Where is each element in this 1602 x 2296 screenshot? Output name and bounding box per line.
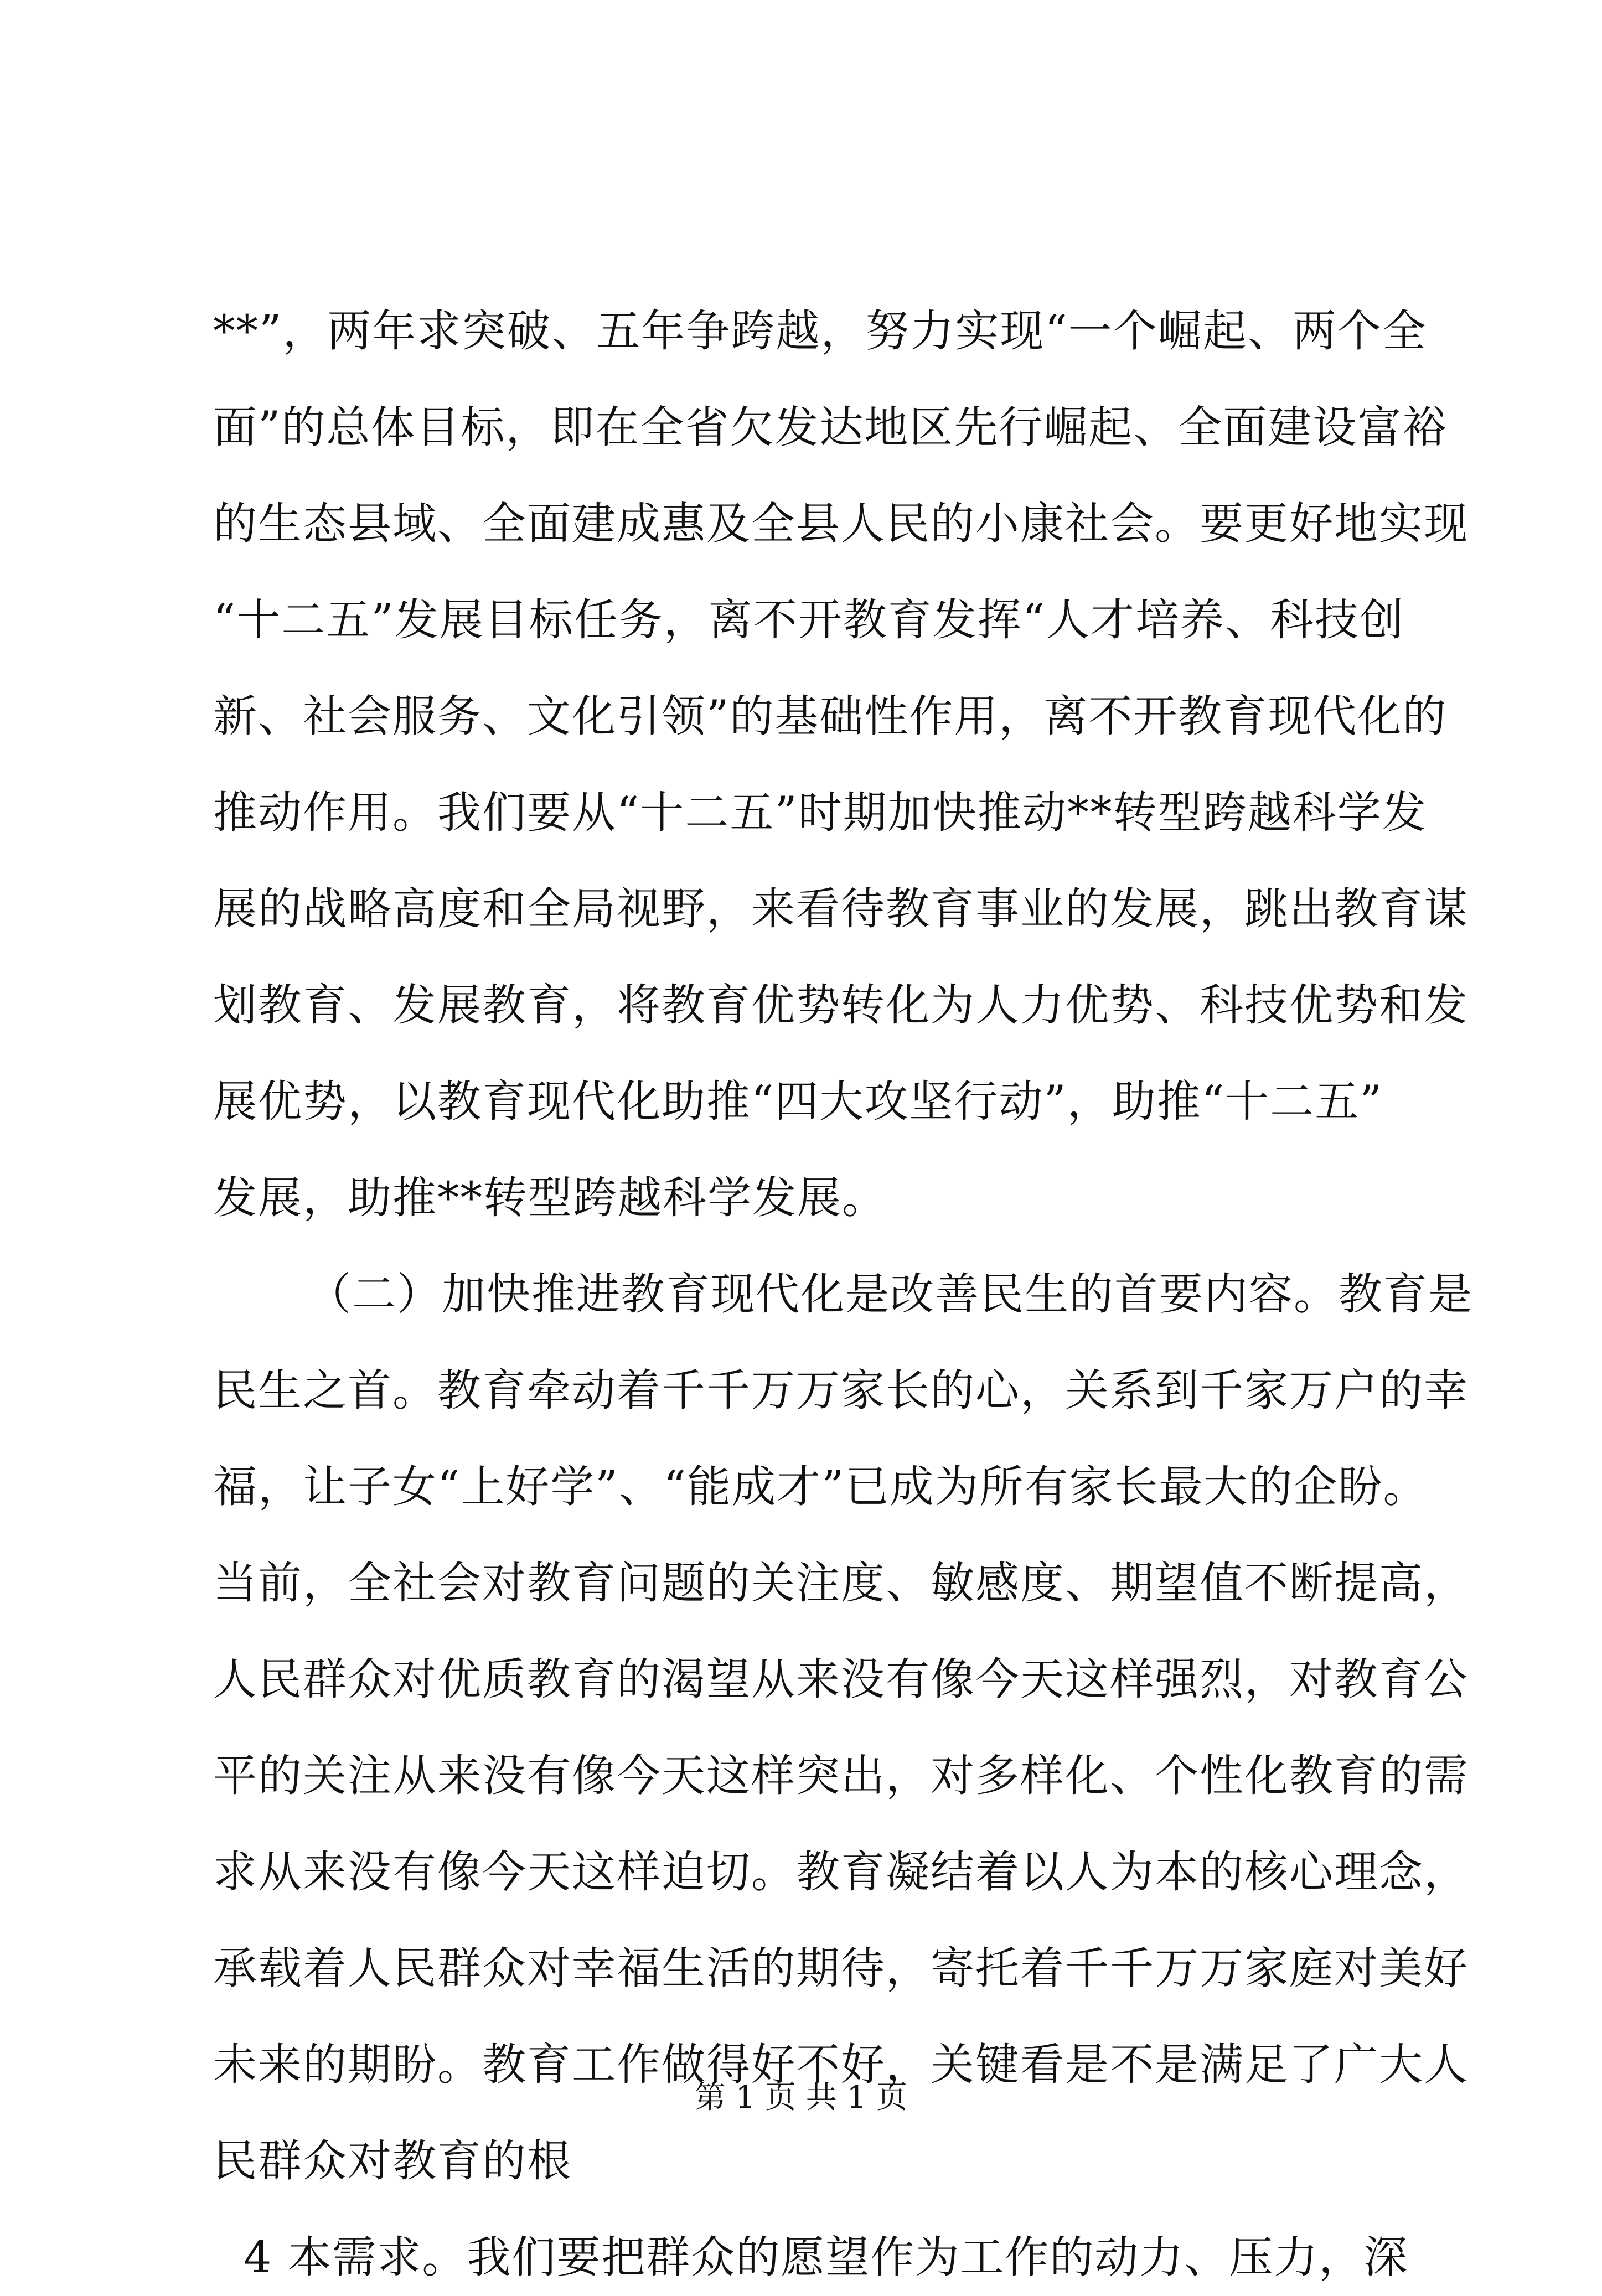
text-line: 民群众对教育的根: [213, 2135, 572, 2186]
text-line: 求从来没有像今天这样迫切。教育凝结着以人为本的核心理念，: [213, 1847, 1469, 1897]
text-line: 展的战略高度和全局视野，来看待教育事业的发展，跳出教育谋: [213, 883, 1469, 934]
text-line: 未来的期盼。教育工作做得好不好，关键看是不是满足了广大人: [213, 2039, 1469, 2090]
page-number-footer: 第 1 页 共 1 页: [694, 2080, 908, 2116]
text-line: 承载着人民群众对幸福生活的期待，寄托着千千万万家庭对美好: [213, 1943, 1469, 1994]
text-line: 推动作用。我们要从“十二五”时期加快推动**转型跨越科学发: [213, 787, 1427, 838]
text-line: 福，让子女“上好学”、“能成才”已成为所有家长最大的企盼。: [213, 1461, 1428, 1512]
text-line: **”，两年求突破、五年争跨越，努力实现“一个崛起、两个全: [213, 306, 1427, 356]
paragraph-start-line: 4 本需求。我们要把群众的愿望作为工作的动力、压力，深: [244, 2232, 1409, 2283]
text-line: 新、社会服务、文化引领”的基础性作用，离不开教育现代化的: [213, 691, 1448, 742]
text-line: 面”的总体目标，即在全省欠发达地区先行崛起、全面建设富裕: [213, 402, 1448, 453]
text-line: 发展，助推**转型跨越科学发展。: [213, 1172, 887, 1223]
paragraph-start-line: （二）加快推进教育现代化是改善民生的首要内容。教育是: [307, 1269, 1473, 1320]
text-line: 划教育、发展教育，将教育优势转化为人力优势、科技优势和发: [213, 980, 1469, 1031]
text-line: 当前，全社会对教育问题的关注度、敏感度、期望值不断提高，: [213, 1558, 1469, 1609]
text-line: 人民群众对优质教育的渴望从来没有像今天这样强烈，对教育公: [213, 1654, 1469, 1705]
text-line: 的生态县域、全面建成惠及全县人民的小康社会。要更好地实现: [213, 498, 1469, 549]
text-line: 平的关注从来没有像今天这样突出，对多样化、个性化教育的需: [213, 1750, 1469, 1801]
text-line: 展优势，以教育现代化助推“四大攻坚行动”，助推“十二五”: [213, 1076, 1383, 1127]
text-line: 民生之首。教育牵动着千千万万家长的心，关系到千家万户的幸: [213, 1365, 1469, 1416]
text-line: “十二五”发展目标任务，离不开教育发挥“人才培养、科技创: [213, 594, 1405, 645]
